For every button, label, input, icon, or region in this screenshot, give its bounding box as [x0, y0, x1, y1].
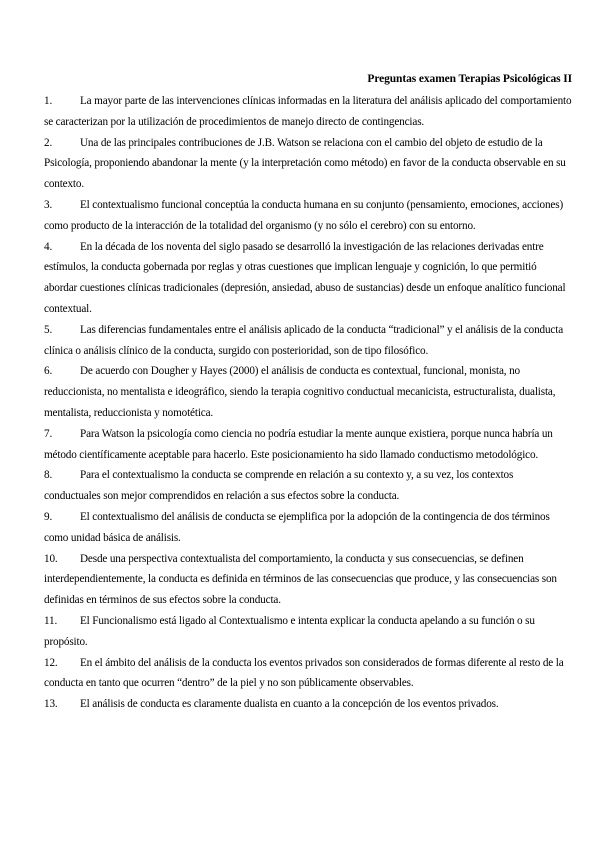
list-item	[44, 133, 572, 195]
list-item	[44, 549, 572, 611]
item-number: 5.	[44, 323, 53, 336]
item-number: 6.	[44, 365, 53, 378]
item-number: 13.	[44, 698, 58, 711]
item-number: 3.	[44, 198, 53, 211]
list-item	[44, 237, 572, 320]
question-list	[44, 91, 572, 715]
item-text: En el ámbito del análisis de la conducta los eventos privados son considerados de formas diferente al resto de la conducta en tanto que ocurren “dentro” de la piel y no son públicamente observables.	[44, 656, 564, 690]
list-item	[44, 195, 572, 237]
item-number: 12.	[44, 656, 58, 669]
item-number: 11.	[44, 614, 58, 627]
item-number: 7.	[44, 427, 53, 440]
item-number: 9.	[44, 510, 53, 523]
document-page	[44, 71, 572, 715]
list-item	[44, 694, 572, 715]
item-text: El contextualismo del análisis de conducta se ejemplifica por la adopción de la contingencia de dos términos como unidad básica de análisis.	[44, 510, 550, 544]
list-item	[44, 424, 572, 466]
item-text: En la década de los noventa del siglo pasado se desarrolló la investigación de las relaciones derivadas entre estímulos, la conducta gobernada por reglas y otras cuestiones que implican lenguaje y cognición, lo que permitió abordar cuestiones clínicas tradicionales (depresión, ansiedad, abuso de sustancias) desde un enfoque analítico funcional contextual.	[44, 240, 566, 315]
item-number: 4.	[44, 240, 53, 253]
page-title: Preguntas examen Terapias Psicológicas II	[367, 73, 572, 85]
item-text: El contextualismo funcional conceptúa la conducta humana en su conjunto (pensamiento, emociones, acciones) como producto de la interacción de la totalidad del organismo (y no sólo el cerebro) con su entorno.	[44, 198, 564, 232]
list-item	[44, 361, 572, 423]
list-item	[44, 507, 572, 549]
list-item	[44, 611, 572, 653]
list-item	[44, 91, 572, 133]
item-text: Una de las principales contribuciones de J.B. Watson se relaciona con el cambio del objeto de estudio de la Psicología, proponiendo abandonar la mente (y la interpretación como método) en favor de la conducta observable en su contexto.	[44, 136, 566, 191]
list-item	[44, 465, 572, 507]
item-number: 2.	[44, 136, 53, 149]
item-text: De acuerdo con Dougher y Hayes (2000) el análisis de conducta es contextual, funcional, monista, no reduccionista, no mentalista e ideográfico, siendo la terapia cognitivo conductual mecanicista, estructuralista, dualista, mentalista, reduccionista y nomotética.	[44, 365, 556, 419]
item-text: El análisis de conducta es claramente dualista en cuanto a la concepción de los eventos privados.	[80, 698, 499, 711]
item-number: 8.	[44, 469, 53, 482]
item-text: Desde una perspectiva contextualista del comportamiento, la conducta y sus consecuencias, se definen interdependientemente, la conducta es definida en términos de las consecuencias que produce, y las consecuencias son definidas en términos de sus efectos sobre la conducta.	[44, 552, 557, 607]
item-text: Para el contextualismo la conducta se comprende en relación a su contexto y, a su vez, los contextos conductuales son mejor comprendidos en relación a sus efectos sobre la conducta.	[44, 469, 514, 503]
item-text: La mayor parte de las intervenciones clínicas informadas en la literatura del análisis aplicado del comportamiento se caracterizan por la utilización de procedimientos de manejo directo de contingencias.	[44, 95, 572, 128]
item-text: Las diferencias fundamentales entre el análisis aplicado de la conducta “tradicional” y el análisis de la conducta clínica o análisis clínico de la conducta, surgido con posterioridad, son de tipo filosófico.	[44, 323, 564, 357]
item-number: 1.	[44, 95, 53, 107]
item-text: El Funcionalismo está ligado al Contextualismo e intenta explicar la conducta apelando a su función o su propósito.	[44, 614, 535, 648]
item-number: 10.	[44, 552, 58, 565]
item-text: Para Watson la psicología como ciencia no podría estudiar la mente aunque existiera, porque nunca habría un método científicamente aceptable para hacerlo. Este posicionamiento ha sido llamado conductismo metodológico.	[44, 427, 553, 461]
list-item	[44, 320, 572, 362]
list-item	[44, 653, 572, 695]
